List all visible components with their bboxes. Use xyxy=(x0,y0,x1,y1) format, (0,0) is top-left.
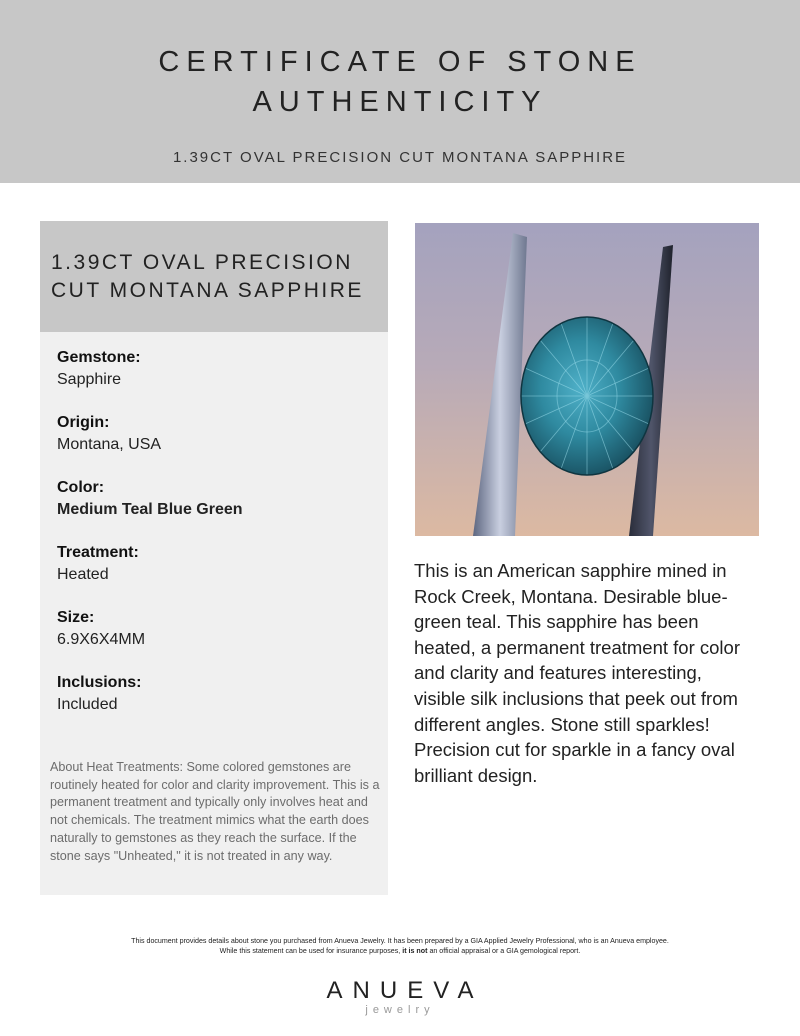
field-value: Medium Teal Blue Green xyxy=(57,501,243,518)
title-line-2: AUTHENTICITY xyxy=(252,86,548,118)
disclaimer-line-2 xyxy=(60,946,740,956)
field-value: 6.9X6X4MM xyxy=(57,631,146,648)
stone-fields xyxy=(57,347,377,737)
sapphire-photo xyxy=(415,223,759,536)
field-color xyxy=(57,477,377,542)
field-gemstone xyxy=(57,347,377,412)
heat-treatment-note: About Heat Treatments: Some colored gemstones are routinely heated for color and clarity improvement. This is a permanent treatment and typically only involves heat and not chemicals. The treatment mimics what the earth does naturally to gemstones as they reach the surface. If the stone says "Unheated," it is not treated in any way. xyxy=(50,760,380,863)
panel-heading-line-1: 1.39CT OVAL PRECISION xyxy=(51,251,353,274)
panel-heading xyxy=(51,249,381,305)
field-label: Inclusions: xyxy=(57,674,142,691)
logo-wordmark: ANUEVA xyxy=(326,977,484,1004)
field-value: Included xyxy=(57,696,118,713)
title-line-1: CERTIFICATE OF STONE xyxy=(158,46,642,78)
disclaimer-text: an official appraisal or a GIA gemological report. xyxy=(429,947,581,955)
field-value: Sapphire xyxy=(57,371,122,388)
field-size xyxy=(57,607,377,672)
field-value: Heated xyxy=(57,566,109,583)
field-label: Gemstone: xyxy=(57,349,141,366)
field-treatment xyxy=(57,542,377,607)
disclaimer xyxy=(60,936,740,956)
field-label: Size: xyxy=(57,609,95,626)
anueva-logo xyxy=(300,978,500,1016)
page-title xyxy=(0,42,800,122)
certificate-header xyxy=(0,0,800,183)
field-label: Origin: xyxy=(57,414,110,431)
disclaimer-text: While this statement can be used for insurance purposes, xyxy=(219,947,401,955)
logo-subtitle: jewelry xyxy=(365,1004,435,1016)
page-subtitle: 1.39CT OVAL PRECISION CUT MONTANA SAPPHIRE xyxy=(172,149,628,166)
field-label: Treatment: xyxy=(57,544,139,561)
panel-heading-line-2: CUT MONTANA SAPPHIRE xyxy=(51,279,364,302)
disclaimer-emphasis: it is not xyxy=(402,947,428,955)
disclaimer-line-1: This document provides details about stone you purchased from Anueva Jewelry. It has been prepared by a GIA Applied Jewelry Professional, who is an Anueva employee. xyxy=(131,937,669,945)
panel-header xyxy=(40,221,388,332)
field-label: Color: xyxy=(57,479,105,496)
stone-description: This is an American sapphire mined in Rock Creek, Montana. Desirable blue-green teal. This sapphire has been heated, a permanent treatment for color and clarity and features interesting, visible silk inclusions that peek out from different angles. Stone still sparkles! Precision cut for sparkle in a fancy oval brilliant design. xyxy=(414,560,740,786)
field-origin xyxy=(57,412,377,477)
field-inclusions xyxy=(57,672,377,737)
stone-details-panel xyxy=(40,221,388,895)
field-value: Montana, USA xyxy=(57,436,162,453)
